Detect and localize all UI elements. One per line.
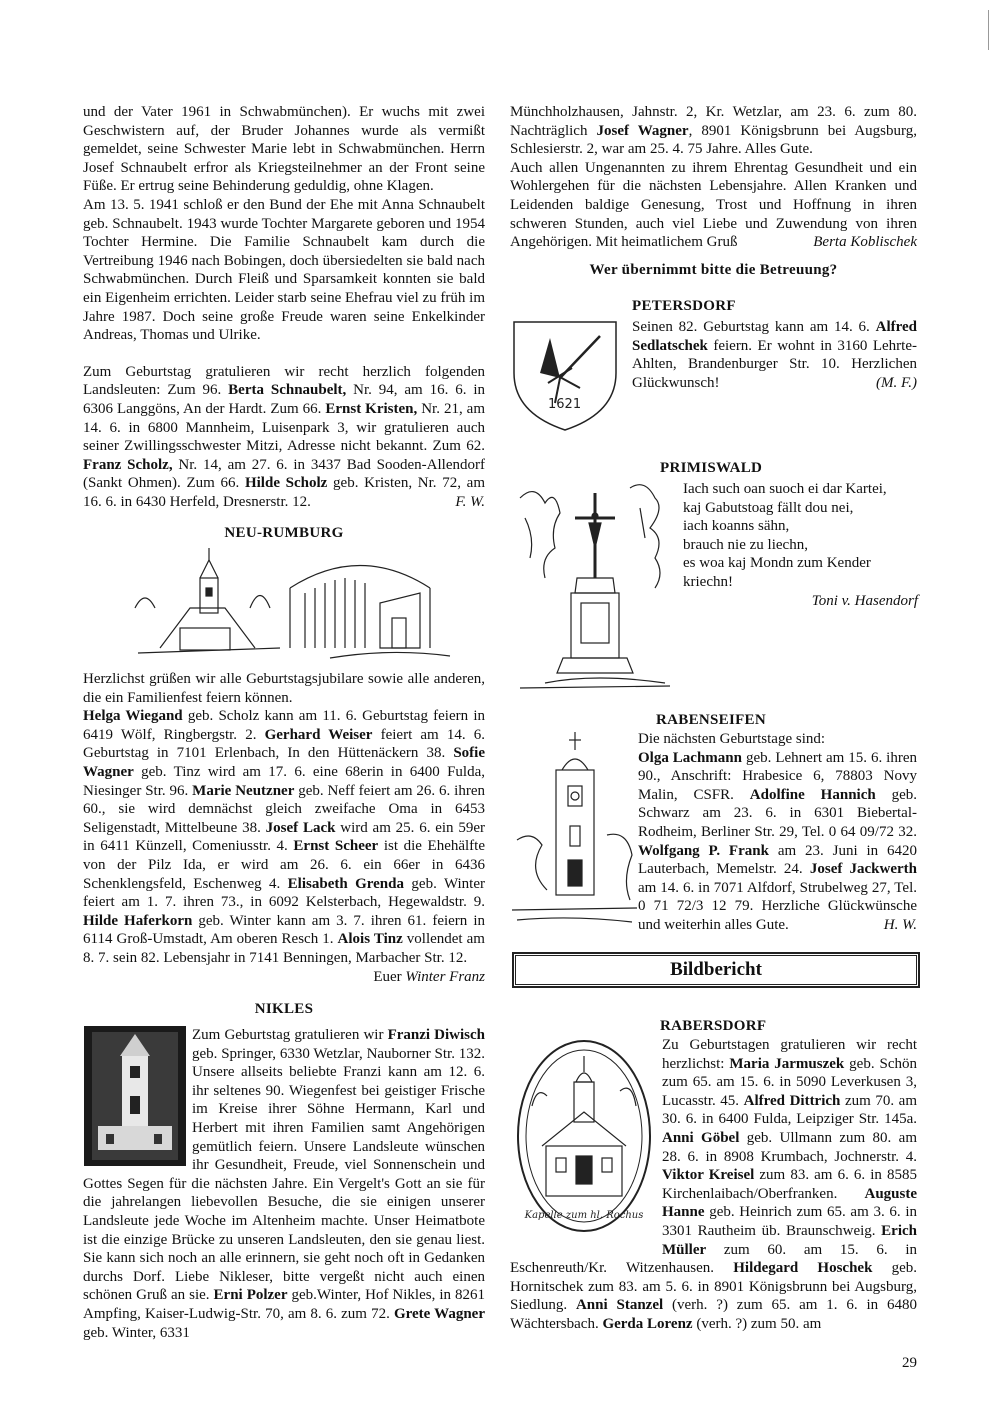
rabersdorf-text [510, 1036, 917, 1334]
wagner-paragraph: Münchholzhausen, Jahnstr. 2, Kr. Wetzlar, am 23. 6. zum 80. Nachträglich Josef Wagner, 8901 Königsbrunn bei Augsburg, Schlesierstr. 2, war am 25. 4. 75 Jahre. Alles Gute. [510, 104, 917, 158]
bildbericht-box [512, 952, 920, 988]
petersdorf-paragraph: Seinen 82. Geburtstag kann am 14. 6. Alfred Sedlatschek feiern. Er wohnt in 3160 Lehrte-Ahlten, Brandenburger Str. 10. Herzlichen Glückwunsch! (M. F.) [632, 319, 917, 391]
signature-mf: (M. F.) [876, 374, 917, 391]
signature-koblischek: Berta Koblischek [813, 234, 917, 251]
poem-line: es woa kaj Mondn zum Kender [683, 555, 871, 572]
primiswald-poem [683, 480, 918, 610]
bildbericht-title: Bildbericht [670, 959, 762, 980]
rabersdorf-paragraph: Zu Geburtstagen gratulieren wir recht herzlichst: Maria Jarmuszek geb. Schön zum 65. am 15. 6. in 5090 Leverkusen 3, Lucasstr. 45. Alfred Dittrich zum 70. am 30. 6. in 6400 Fulda, Leipziger Str. 145a. Anni Göbel geb. Ullmann zum 80. am 28. 6. in 8908 Krumbach, Jochnerstr. 4. Viktor Kreisel zum 83. am 6. 6. in 8585 Kirchenlaibach/Oberfranken. Auguste Hanne geb. Heinrich zum 65. am 3. 6. in 3301 Rautheim üb. Braunschweig. Erich Müller zum 60. am 15. 6. in Eschenreuth/Kr. Witzenhausen. Hildegard Hoschek geb. Hornitschek zum 83. am 5. 6. in 8901 Königsbrunn bei Augsburg, Siedlung. Anni Stanzel (verh. ?) zum 65. am 1. 6. in 6480 Wächtersbach. Gerda Lorenz (verh. ?) zum 50. am [510, 1037, 917, 1332]
signature-hw: H. W. [883, 916, 917, 933]
primiswald-heading: PRIMISWALD [660, 460, 763, 476]
nikles-text [83, 1026, 485, 1342]
rabenseifen-list: Olga Lachmann geb. Lehnert am 15. 6. ihren 90., Anschrift: Hrabesice 6, 78803 Novy Malin, CSFR. Adolfine Hannich geb. Schwarz am 23. 6. in 6301 Biebertal-Rodheim, Berliner Str. 29, Tel. 0 64 09/72 32. Wolfgang P. Frank am 23. Juni in 6420 Lauterbach, Memelstr. 24. Josef Jackwerth am 14. 6. in 7071 Alfdorf, Strubelweg 27, Tel. 0 71 72/3 12 79. Herzliche Glückwünsche und weiterhin alles Gute. H. W. [638, 749, 918, 933]
poem-line: Iach such oan suoch ei dar Kartei, [683, 481, 887, 497]
poem-line: iach koanns sähn, [683, 518, 790, 535]
page-number: 29 [902, 1355, 917, 1371]
poem-signature: Toni v. Hasendorf [811, 592, 918, 609]
petersdorf-heading: PETERSDORF [632, 298, 736, 314]
petersdorf-text [632, 318, 917, 392]
neu-rumburg-heading: NEU-RUMBURG [224, 525, 344, 541]
scan-edge-mark [988, 10, 989, 50]
right-column-top [510, 103, 917, 252]
nikles-heading: NIKLES [254, 1001, 314, 1017]
greeting-paragraph: Auch allen Ungenannten zu ihrem Ehrentag Gesundheit und ein Wohlergehen für die nächsten Lebensjahre. Allen Kranken und Leidenden baldige Genesung, Trost und Hoffnung in ihren schweren Stunden, auch viel Liebe und Zuwendung von ihren Angehörigen. Mit heimatlichem Gruß Berta Koblischek [510, 159, 917, 251]
left-column-top [83, 103, 485, 511]
obituary-paragraph-2: Am 13. 5. 1941 schloß er den Bund der Ehe mit Anna Schnaubelt geb. Schnaubelt. 1943 wurde Tochter Margarete geboren und 1954 Tochter Hermine. Die Familie Schnaubelt kam durch die Vertreibung 1946 nach Bobingen, doch übersiedelten sie bald nach Schwabmünchen. Durch Fleiß und Sparsamkeit konnten sie bald ein Eigenheim errichten. Leider starb seine Ehefrau viel zu früh im Jahre 1987. Doch seine große Freude waren seine Enkelkinder Andreas, Thomas und Ulrike. [83, 196, 485, 344]
poem-line: brauch nie zu liechn, [683, 536, 808, 553]
rabenseifen-church-drawing [512, 730, 637, 930]
primiswald-crucifix-drawing [515, 478, 675, 693]
obituary-paragraph-1: und der Vater 1961 in Schwabmünchen). Er wuchs mit zwei Geschwistern auf, der Bruder Johannes wurde als vermißt gemeldet, seine Schwester Marie lebt in Schwabmünchen. Herrn Josef Schnaubelt erfror als Kriegsteilnehmer an der Front seine Füße. Er ertrug seine Behinderung geduldig, ohne Klagen. [83, 104, 485, 195]
neu-rumburg-list: Helga Wiegand geb. Scholz kann am 11. 6. Geburtstag feiern in 6419 Wölf, Ringbergstr. 2. Gerhard Weiser feiert am 14. 6. Geburtstag in 7101 Erlenbach, In den Hüttenäckern 38. Sofie Wagner geb. Tinz wird am 17. 6. eine 68erin in 6400 Fulda, Niesinger Str. 96. Marie Neutzner geb. Neff feiert am 26. 6. ihren 60., sie wird demnächst gleich zweifache Oma in 6453 Seligenstadt, Mittelbeune 38. Josef Lack wird am 25. 6. ein 59er in 6411 Künzell, Comeniusstr. 4. Ernst Scheer ist die Ehehälfte von der Pilz Ida, er wird am 26. 6. ein 66er in 6436 Schenklengsfeld, Eschenweg 4. Elisabeth Grenda geb. Winter feiert am 1. 7. ihren 73., in 6092 Kelsterbach, Hegewaldstr. 9. Hilde Haferkorn geb. Winter kann am 3. 7. ihren 61. feiern in 6114 Groß-Umstadt, Am oberen Resch 1. Alois Tinz vollendet am 8. 7. sein 82. Lebensjahr in 7141 Benningen, Marbacher Str. 12. [83, 708, 486, 966]
nikles-paragraph: Zum Geburtstag gratulieren wir Franzi Diwisch geb. Springer, 6330 Wetzlar, Nauborner Str. 132. Unsere allseits beliebte Franzi kann am 12. 6. ihr seltenes 90. Wiegenfest bei geistiger Frische im Kreise ihrer Söhne Hermann, Karl und Herbert mit ihren Familien samt Angehörigen gemütlich feiern. Unsere Landsleute wünschen ihr Gesundheit, Freude, viel Sonnenschein und Gottes Segen für die nächsten Jahre. Ein Vergelt's Gott an sie für die jahrelangen liebevollen Besuche, die sie einigen unserer Landsleute jede Woche im Altenheim machte. Unser Heimatbote ist die einzige Brücke zu unseren Landsleuten, den sie genau liest. Sie kann sich noch an alle erinnern, sie geht noch oft in Gedanken durchs Dorf. Liebe Nikleser, bitte vergeßt nicht auch einen schönen Gruß an sie. Erni Polzer geb.Winter, Hof Nikles, in 8261 Ampfing, Kaiser-Ludwig-Str. 70, am 8. 6. zum 72. Grete Wagner geb. Winter, 6331 [83, 1027, 486, 1341]
neu-rumburg-text [83, 670, 485, 986]
poem-line: kaj Gabutstoag fällt dou nei, [683, 499, 854, 516]
rabersdorf-heading: RABERSDORF [660, 1018, 767, 1034]
neu-rumburg-drawing [130, 548, 460, 668]
neu-rumburg-intro: Herzlichst grüßen wir alle Geburtstagsjubilare sowie alle anderen, die ein Familienfest feiern können. [83, 671, 485, 706]
rabenseifen-text [638, 730, 917, 935]
birthday-paragraph: Zum Geburtstag gratulieren wir recht herzlich folgenden Landsleuten: Zum 96. Berta Schnaubelt, Nr. 94, am 16. 6. in 6306 Langgöns, An der Hardt. Zum 66. Ernst Kristen, Nr. 21, am 14. 6. in 6800 Mannheim, Luisenpark 3, wir gratulieren auch seiner Zwillingsschwester Mitzi, Adresse nicht bekannt. Zum 62. Franz Scholz, Nr. 14, am 27. 6. in 3437 Bad Sooden-Allendorf (Sankt Ohmen). Zum 66. Hilde Scholz geb. Kristen, Nr. 72, am 16. 6. in 6430 Herfeld, Dresnerstr. 12. F. W. [83, 363, 485, 510]
betreuung-heading: Wer übernimmt bitte die Betreuung? [589, 262, 838, 278]
petersdorf-crest [510, 318, 620, 433]
rabenseifen-intro: Die nächsten Geburtstage sind: [638, 731, 826, 747]
rabenseifen-heading: RABENSEIFEN [656, 712, 766, 728]
neu-rumburg-signature: Euer Winter Franz [373, 968, 485, 985]
poem-line: kriechn! [683, 573, 733, 590]
chapel-caption: Kapelle zum hl. Rochus [524, 1210, 644, 1221]
crest-year: 1621 [548, 397, 582, 412]
signature-fw: F. W. [455, 493, 485, 510]
